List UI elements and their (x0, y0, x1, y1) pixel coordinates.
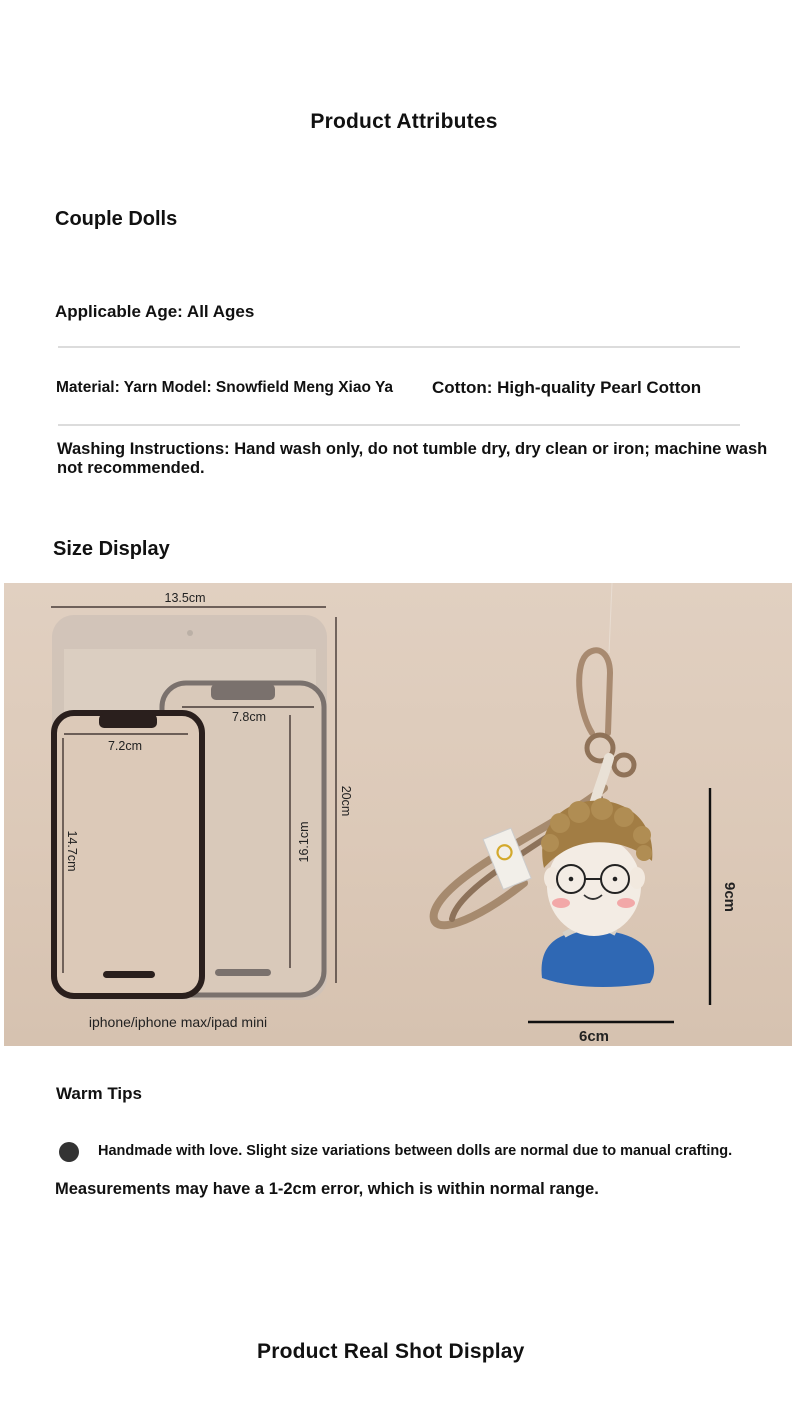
max-height-label: 16.1cm (297, 821, 311, 863)
phone-height-label: 14.7cm (65, 830, 79, 872)
devices-caption: iphone/iphone max/ipad mini (88, 1014, 268, 1030)
bullet-icon (59, 1142, 79, 1162)
max-width-label: 7.8cm (231, 710, 267, 724)
material-info: Material: Yarn Model: Snowfield Meng Xiao Ya (56, 379, 394, 396)
washing-instructions: Washing Instructions: Hand wash only, do not tumble dry, dry clean or iron; machine wash not recommended. (57, 440, 768, 477)
product-name: Couple Dolls (55, 208, 178, 230)
divider (58, 424, 740, 426)
tips-bullet-text: Handmade with love. Slight size variations between dolls are normal due to manual crafting. (98, 1143, 733, 1159)
warm-tips-title: Warm Tips (56, 1084, 142, 1103)
size-display-panel (4, 583, 792, 1046)
page-title: Product Attributes (310, 110, 498, 133)
tablet-height-label: 20cm (339, 785, 353, 817)
doll-height-label: 9cm (721, 881, 738, 913)
tablet-width-label: 13.5cm (164, 591, 206, 605)
section-title-real-shot: Product Real Shot Display (257, 1340, 525, 1363)
doll-width-label: 6cm (578, 1028, 610, 1045)
cotton-info: Cotton: High-quality Pearl Cotton (432, 378, 702, 397)
size-diagram (4, 583, 792, 1046)
applicable-age: Applicable Age: All Ages (55, 302, 255, 321)
doll-keychain-image (434, 583, 655, 987)
phone-width-label: 7.2cm (107, 739, 143, 753)
section-title-size: Size Display (53, 538, 170, 560)
tips-note: Measurements may have a 1-2cm error, which is within normal range. (55, 1180, 599, 1198)
divider (58, 346, 740, 348)
